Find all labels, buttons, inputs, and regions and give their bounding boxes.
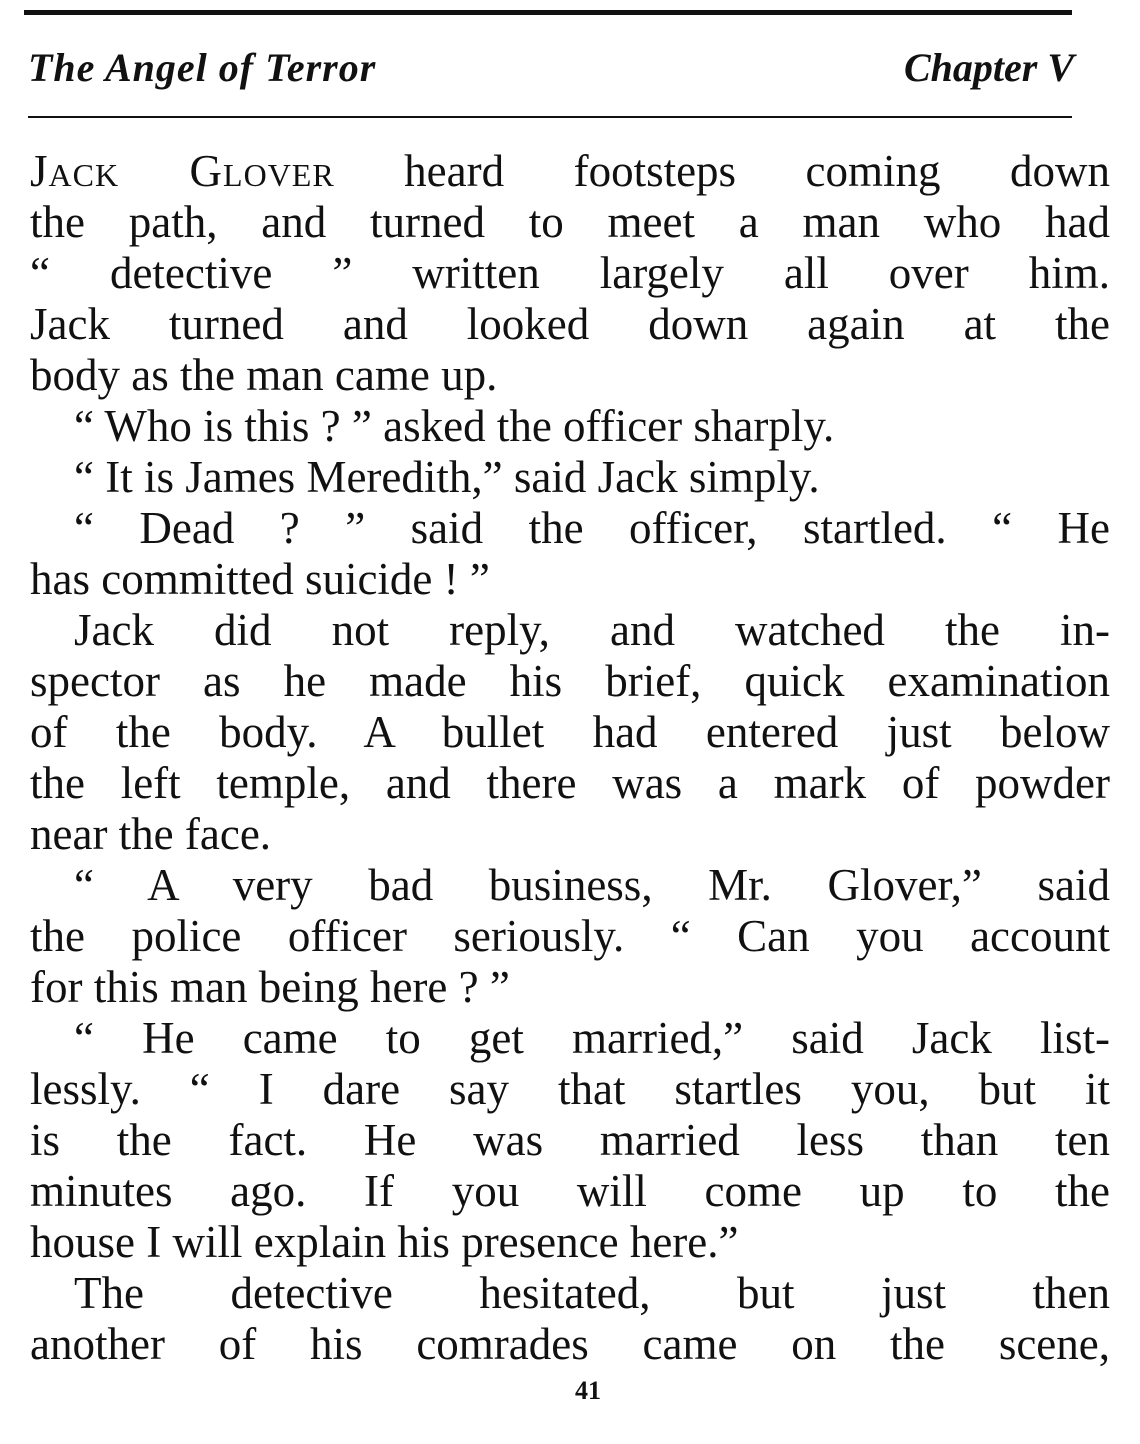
text-line: Jack did not reply, and watched the in- [74,605,1110,655]
text-line: the path, and turned to meet a man who had [30,197,1110,247]
text-line-content: heard footsteps coming down [334,146,1110,196]
text-line: The detective hesitated, but just then [74,1268,1110,1318]
text-line: “ detective ” written largely all over him. [30,248,1110,298]
text-line: “ It is James Meredith,” said Jack simply. [74,452,820,502]
text-line [30,146,1110,197]
text-line: minutes ago. If you will come up to the [30,1166,1110,1216]
text-line: the left temple, and there was a mark of powder [30,758,1110,808]
running-header [28,44,1076,100]
text-line: house I will explain his presence here.” [30,1217,739,1267]
text-line: “ Who is this ? ” asked the officer sharply. [74,401,835,451]
text-line: another of his comrades came on the scene, [30,1319,1110,1369]
text-line: Jack turned and looked down again at the [30,299,1110,349]
top-rule [24,10,1072,15]
text-line: body as the man came up. [30,350,498,400]
text-line: “ Dead ? ” said the officer, startled. “ He [74,503,1110,553]
text-line: near the face. [30,809,272,859]
text-line: lessly. “ I dare say that startles you, but it [30,1064,1110,1114]
lead-name: Jack Glover [30,146,335,196]
text-line: “ A very bad business, Mr. Glover,” said [74,860,1110,910]
text-line: of the body. A bullet had entered just below [30,707,1110,757]
text-line: for this man being here ? ” [30,962,510,1012]
running-title: The Angel of Terror [28,45,377,90]
chapter-label: Chapter V [903,45,1074,90]
page-number: 41 [575,1376,601,1405]
text-line: “ He came to get married,” said Jack list- [74,1013,1110,1063]
text-line: spector as he made his brief, quick examination [30,656,1110,706]
header-rule [28,116,1072,118]
text-line: the police officer seriously. “ Can you account [30,911,1110,961]
text-line: is the fact. He was married less than ten [30,1115,1110,1165]
body-text [30,146,1110,1370]
text-line: has committed suicide ! ” [30,554,490,604]
